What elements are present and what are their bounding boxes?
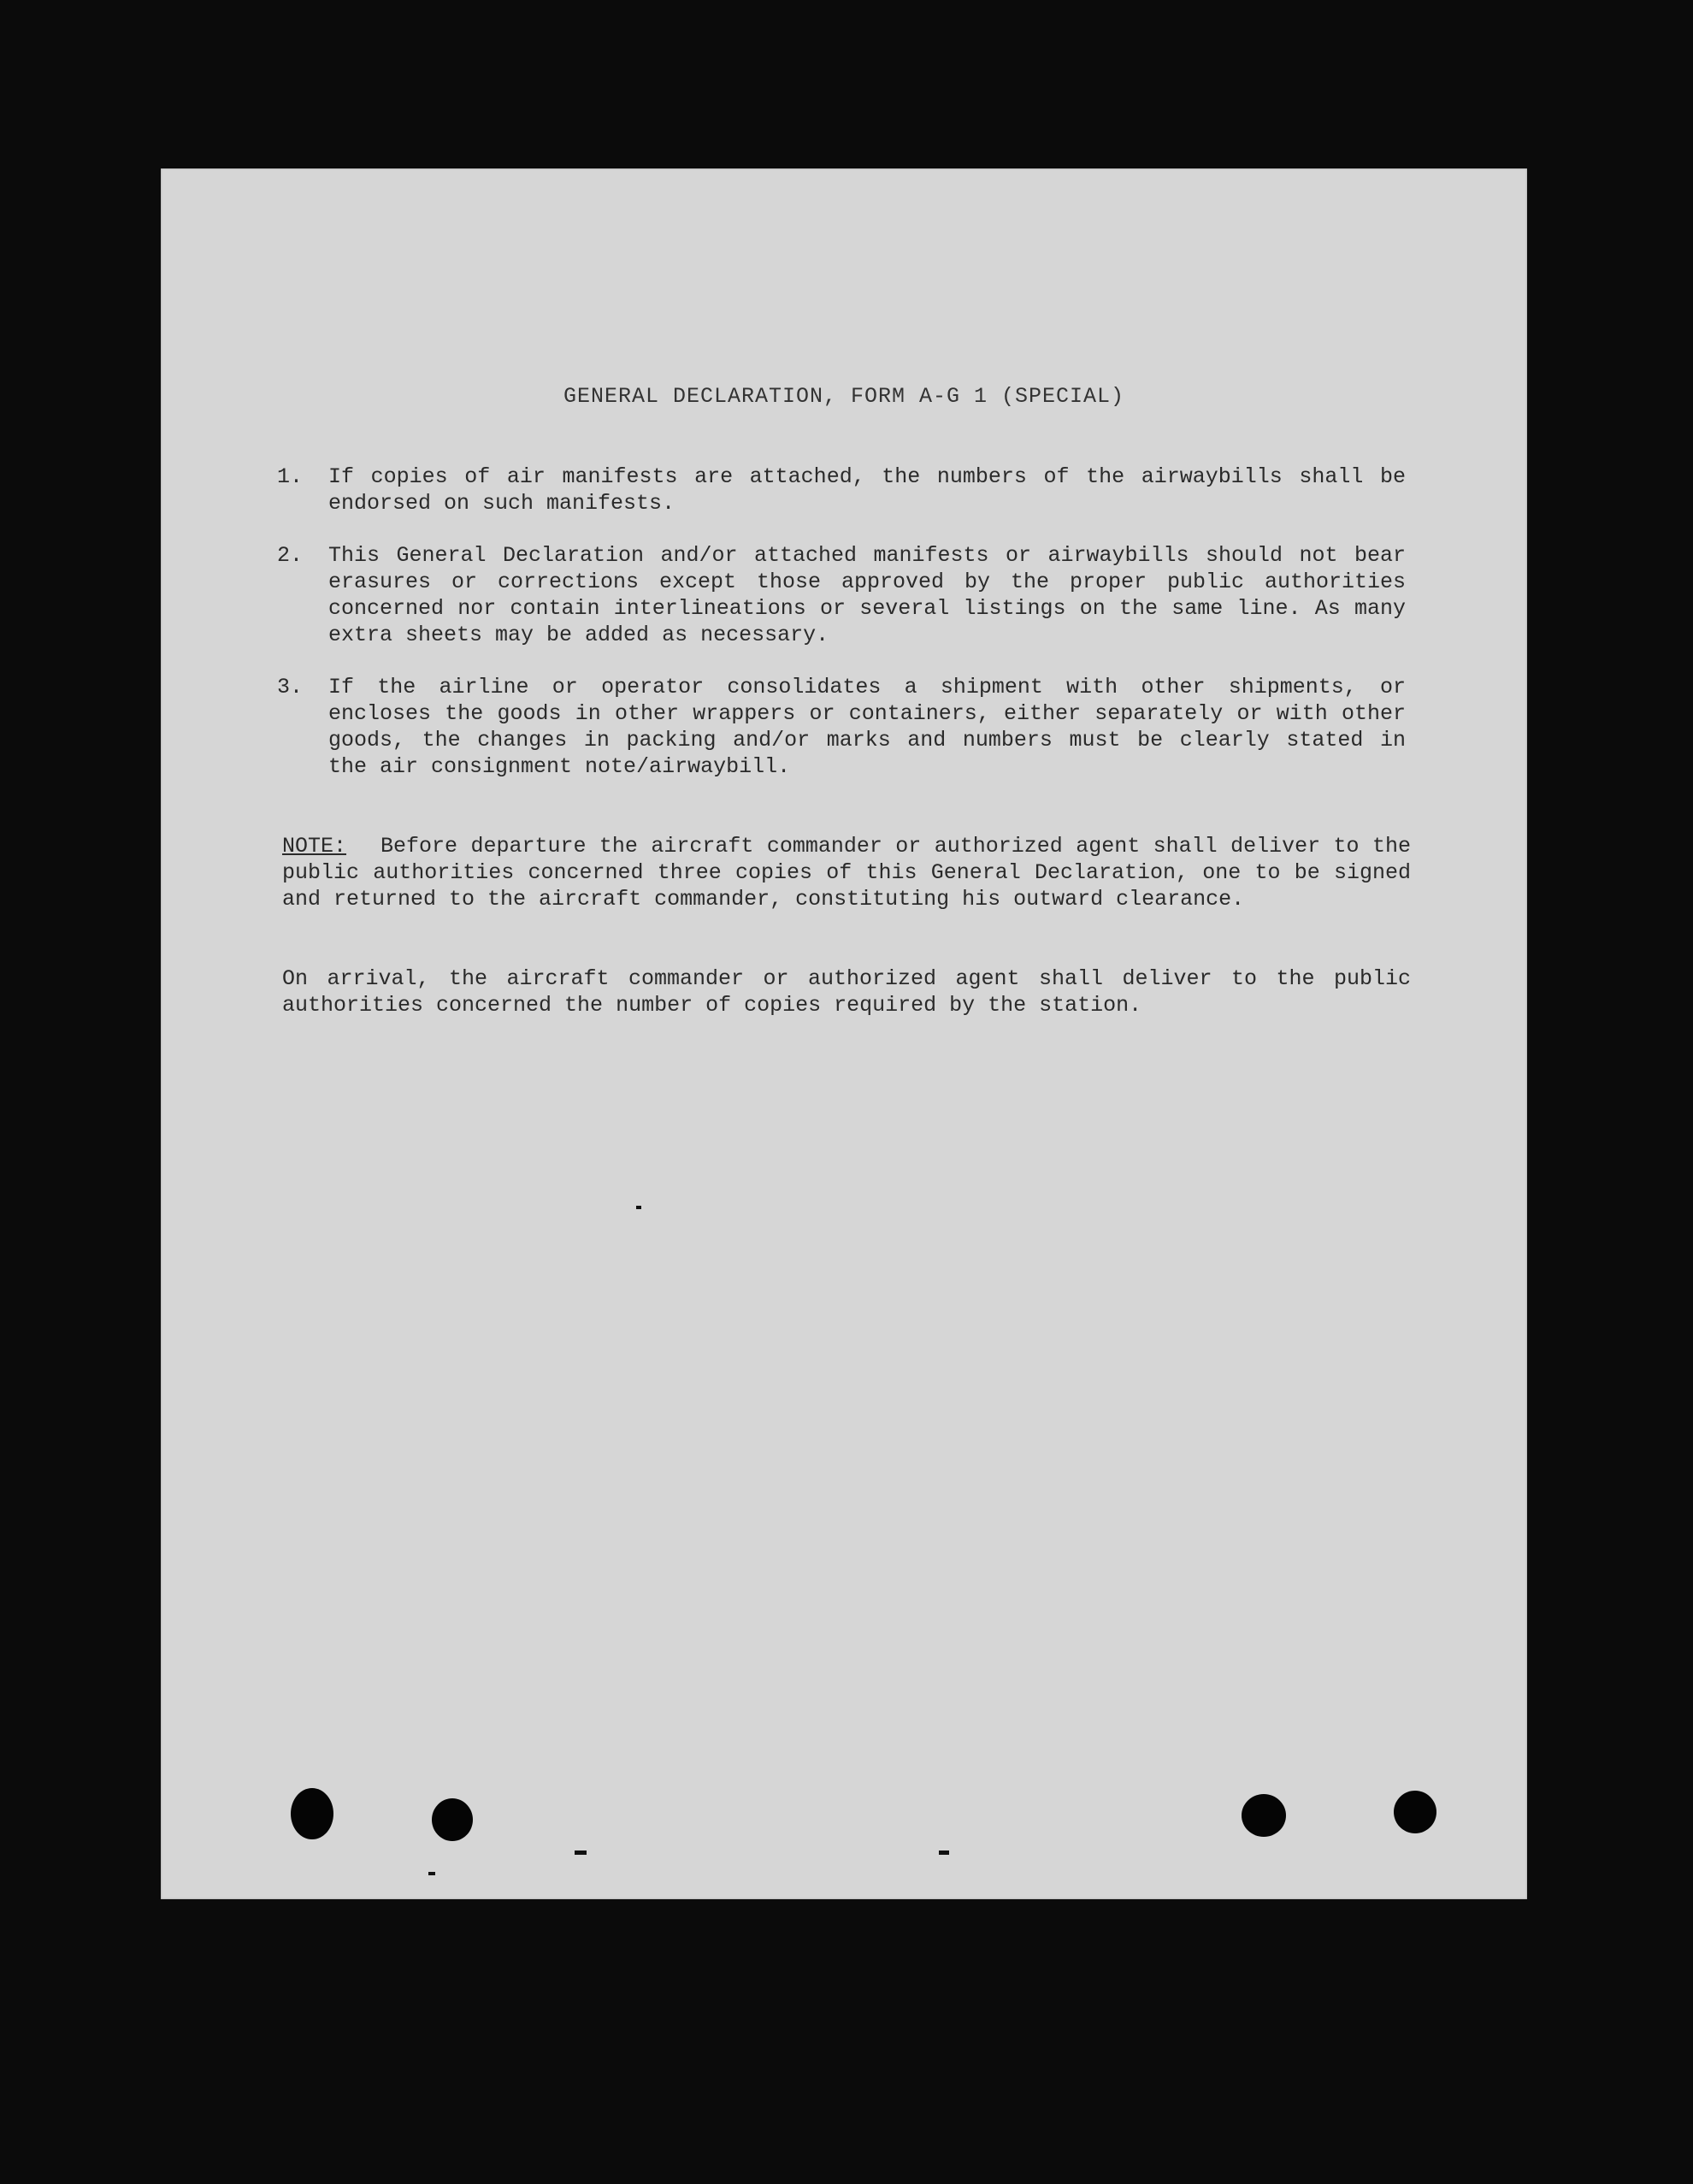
list-item-2 [277,542,1406,648]
list-item-1 [277,463,1406,516]
punch-hole [432,1798,473,1841]
speck-mark [428,1872,435,1875]
note-label: NOTE: [282,834,347,859]
punch-hole [1394,1791,1436,1833]
list-item-3 [277,674,1406,780]
punch-hole [291,1788,333,1839]
document-page [161,168,1527,1899]
arrival-text: On arrival, the aircraft commander or authorized agent shall deliver to the public authorities concerned the number of copies required by the station. [282,966,1411,1018]
document-title: GENERAL DECLARATION, FORM A-G 1 (SPECIAL) [563,384,1125,409]
speck-mark [939,1850,949,1855]
speck-mark [636,1206,641,1209]
arrival-paragraph [282,965,1411,1018]
speck-mark [575,1850,587,1855]
list-item-text: If copies of air manifests are attached, the numbers of the airwaybills shall be endorsed on such manifests. [328,464,1406,516]
list-item-text: If the airline or operator consolidates a shipment with other shipments, or encloses the goods in other wrappers or containers, either separately or with other goods, the changes in packing and/or marks and numbers must be clearly stated in the air consignment note/airwaybill. [328,675,1406,779]
note-paragraph [282,833,1411,912]
list-item-text: This General Declaration and/or attached manifests or airwaybills should not bear erasures or corrections except those approved by the proper public authorities concerned nor contain interlineations or several listings on the same line. As many extra sheets may be added as necessary. [328,543,1406,647]
list-item-number: 2. [277,543,304,568]
note-text: Before departure the aircraft commander or authorized agent shall deliver to the public authorities concerned three copies of this General Declaration, one to be signed and returned to the aircraft commander, constituting his outward clearance. [282,834,1411,912]
list-item-number: 3. [277,675,304,699]
list-item-number: 1. [277,464,304,489]
punch-hole [1242,1794,1286,1837]
